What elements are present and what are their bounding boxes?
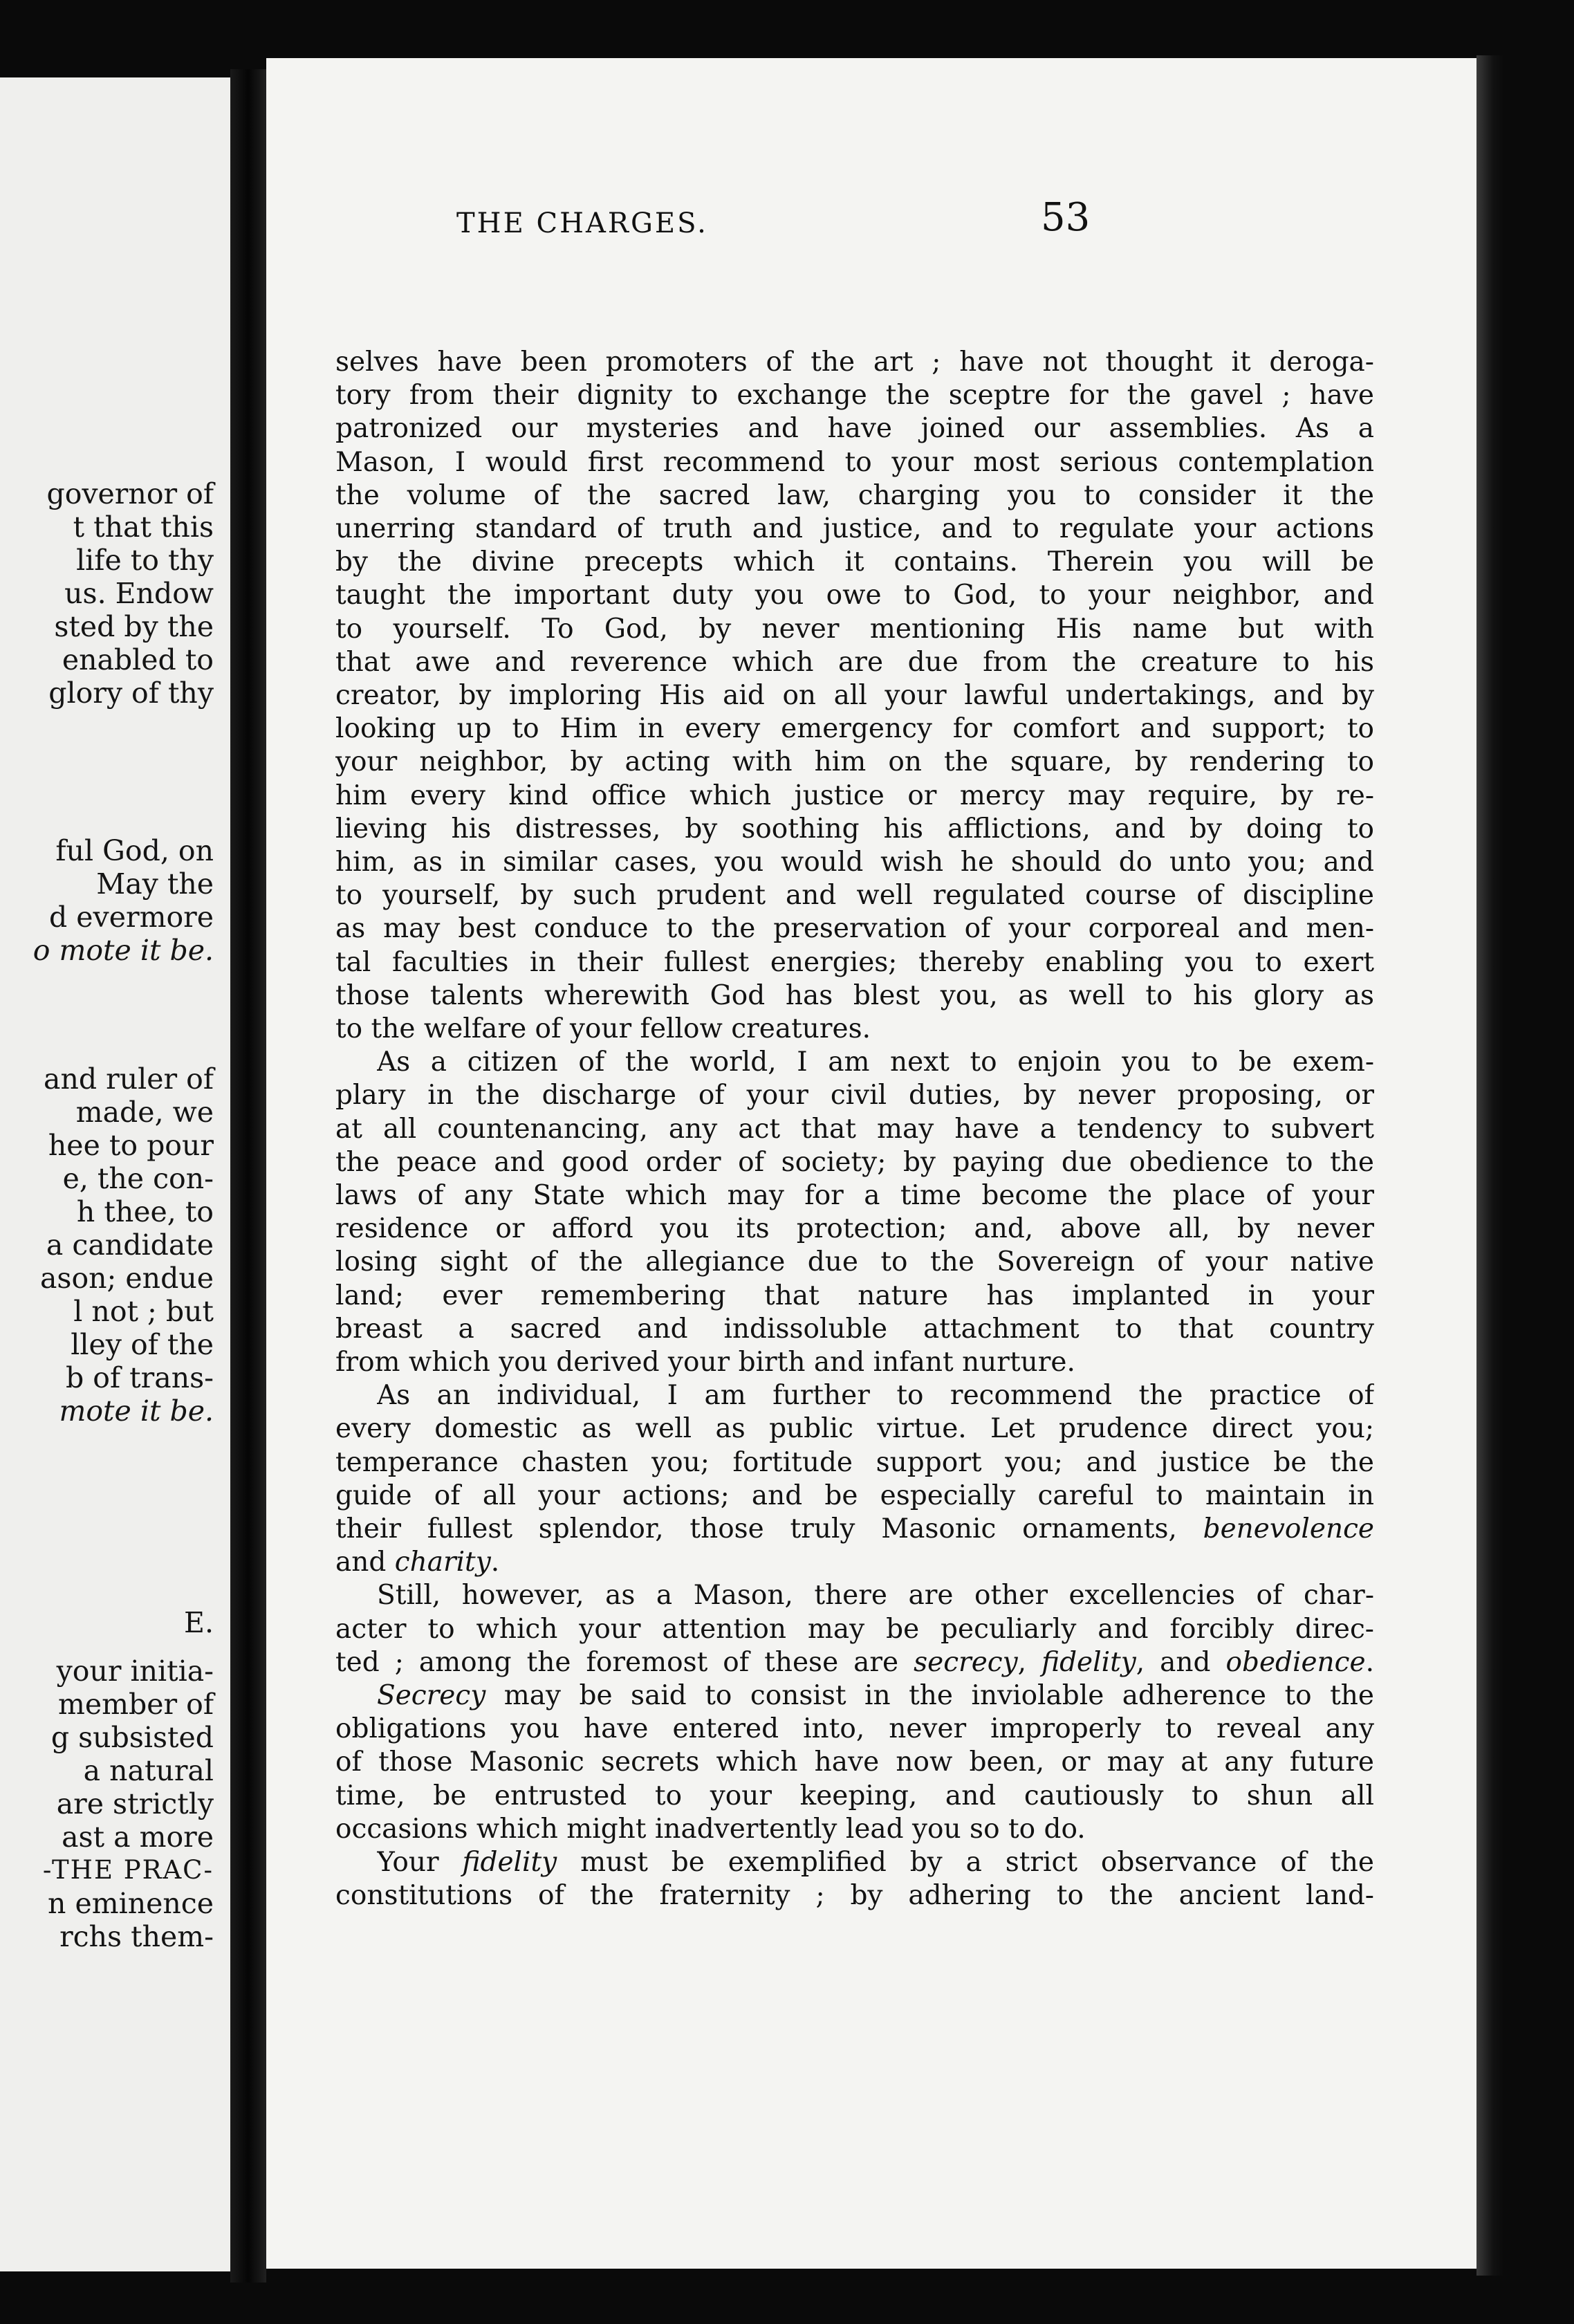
left-page-line: E. bbox=[184, 1606, 214, 1639]
left-page-line: mote it be. bbox=[59, 1394, 214, 1428]
italic-emphasis: charity bbox=[394, 1547, 491, 1578]
text-line bbox=[377, 1579, 1374, 1612]
text-line bbox=[335, 1246, 1374, 1279]
text-run: . bbox=[490, 1547, 500, 1578]
text-run: . bbox=[1365, 1646, 1374, 1678]
left-page-line: governor of bbox=[46, 477, 214, 510]
text-run: temperance chasten you; fortitude support you; and justice be the bbox=[335, 1446, 1374, 1478]
text-line bbox=[335, 1313, 1374, 1346]
left-page-line: e, the con- bbox=[62, 1162, 214, 1195]
text-run: of those Masonic secrets which have now been, or may at any future bbox=[335, 1746, 1374, 1778]
text-line bbox=[335, 679, 1374, 712]
text-line bbox=[335, 646, 1374, 679]
text-run: by the divine precepts which it contains. Therein you will be bbox=[335, 546, 1374, 578]
text-line bbox=[377, 1379, 1374, 1412]
text-run: as may best conduce to the preservation of your corporeal and men- bbox=[335, 913, 1374, 945]
text-run: selves have been promoters of the art ; have not thought it deroga- bbox=[335, 347, 1374, 378]
text-run: Mason, I would first recommend to your most serious contemplation bbox=[335, 446, 1374, 478]
left-page-line: ast a more bbox=[62, 1820, 214, 1854]
left-page-line: rchs them- bbox=[59, 1920, 214, 1953]
text-run: , and bbox=[1136, 1646, 1226, 1678]
text-line bbox=[335, 813, 1374, 846]
text-line bbox=[335, 1179, 1374, 1212]
text-run: your neighbor, by acting with him on the square, by rendering to bbox=[335, 746, 1374, 778]
text-run: must be exemplified by a strict observance of the bbox=[557, 1847, 1374, 1878]
text-line bbox=[335, 946, 1374, 979]
left-page-line: a candidate bbox=[46, 1228, 214, 1262]
text-line bbox=[335, 1412, 1374, 1446]
text-run: to yourself. To God, by never mentioning His name but with bbox=[335, 613, 1374, 645]
text-line bbox=[335, 780, 1374, 813]
text-line bbox=[335, 446, 1374, 479]
text-line bbox=[335, 1613, 1374, 1646]
text-run: looking up to Him in every emergency for comfort and support; to bbox=[335, 713, 1374, 745]
text-line bbox=[335, 712, 1374, 746]
left-page-line: and ruler of bbox=[44, 1062, 214, 1096]
text-line bbox=[335, 412, 1374, 445]
text-run: unerring standard of truth and justice, and to regulate your actions bbox=[335, 513, 1374, 544]
text-run: , bbox=[1017, 1646, 1042, 1678]
text-run: Still, however, as a Mason, there are other excellencies of char- bbox=[377, 1580, 1374, 1612]
italic-emphasis: secrecy bbox=[914, 1646, 1018, 1678]
text-line bbox=[335, 1113, 1374, 1146]
text-line bbox=[335, 1813, 1374, 1846]
text-line bbox=[335, 879, 1374, 912]
text-run: As an individual, I am further to recommend the practice of bbox=[377, 1380, 1374, 1412]
page-edge-shadow bbox=[1476, 55, 1504, 2276]
italic-emphasis: fidelity bbox=[1041, 1646, 1136, 1678]
text-run: those talents wherewith God has blest you, as well to his glory as bbox=[335, 979, 1374, 1011]
text-line bbox=[335, 546, 1374, 579]
left-page-line: o mote it be. bbox=[33, 934, 214, 967]
text-run: guide of all your actions; and be especially careful to maintain in bbox=[335, 1479, 1374, 1511]
text-line bbox=[335, 346, 1374, 379]
left-page-line: life to thy bbox=[76, 544, 214, 577]
text-line bbox=[335, 979, 1374, 1013]
text-run: the volume of the sacred law, charging you to consider it the bbox=[335, 479, 1374, 511]
left-page-line: hee to pour bbox=[48, 1129, 214, 1162]
text-line bbox=[335, 1646, 1374, 1679]
italic-emphasis: benevolence bbox=[1203, 1513, 1374, 1544]
text-line bbox=[335, 1446, 1374, 1479]
text-run: that awe and reverence which are due from the creature to his bbox=[335, 646, 1374, 678]
text-line bbox=[335, 1746, 1374, 1779]
left-page-line: d evermore bbox=[49, 901, 214, 934]
text-line bbox=[335, 1513, 1374, 1546]
text-line bbox=[335, 579, 1374, 612]
text-run: creator, by imploring His aid on all your lawful undertakings, and by bbox=[335, 680, 1374, 711]
text-run: As a citizen of the world, I am next to enjoin you to be exem- bbox=[377, 1046, 1374, 1078]
text-run: may be said to consist in the inviolable adherence to the bbox=[485, 1680, 1374, 1711]
text-line bbox=[335, 1879, 1374, 1912]
italic-emphasis: obedience bbox=[1225, 1646, 1366, 1678]
left-page-line: are strictly bbox=[56, 1787, 214, 1820]
text-line bbox=[335, 613, 1374, 646]
text-run: breast a sacred and indissoluble attachment to that country bbox=[335, 1313, 1374, 1345]
left-page-line: ful God, on bbox=[55, 834, 214, 867]
left-page-line: made, we bbox=[75, 1096, 214, 1129]
text-run: him every kind office which justice or mercy may require, by re- bbox=[335, 780, 1374, 811]
text-line bbox=[335, 1013, 1374, 1046]
text-run: to yourself, by such prudent and well regulated course of discipline bbox=[335, 880, 1374, 912]
text-line bbox=[335, 1546, 1374, 1579]
text-run: residence or afford you its protection; and, above all, by never bbox=[335, 1213, 1374, 1245]
left-page-line: ason; endue bbox=[39, 1262, 214, 1295]
text-run: ted ; among the foremost of these are bbox=[335, 1646, 914, 1678]
text-line bbox=[335, 1780, 1374, 1813]
italic-emphasis: fidelity bbox=[462, 1847, 557, 1878]
text-line bbox=[335, 912, 1374, 946]
text-run: tal faculties in their fullest energies; thereby enabling you to exert bbox=[335, 946, 1374, 978]
text-run: Your bbox=[377, 1847, 463, 1878]
left-page-line: enabled to bbox=[62, 643, 214, 676]
text-line bbox=[335, 379, 1374, 412]
text-line bbox=[377, 1679, 1374, 1713]
left-page-line: us. Endow bbox=[64, 577, 214, 610]
text-run: him, as in similar cases, you would wish he should do unto you; and bbox=[335, 847, 1374, 878]
left-page-line: a natural bbox=[83, 1754, 214, 1787]
text-line bbox=[335, 846, 1374, 879]
text-line bbox=[377, 1046, 1374, 1079]
running-head: THE CHARGES. bbox=[456, 208, 708, 239]
text-line bbox=[335, 1079, 1374, 1112]
text-line bbox=[335, 1346, 1374, 1379]
text-run: their fullest splendor, those truly Masonic ornaments, bbox=[335, 1513, 1203, 1544]
text-run: and bbox=[335, 1547, 395, 1578]
text-run: lieving his distresses, by soothing his afflictions, and by doing to bbox=[335, 813, 1374, 845]
text-run: laws of any State which may for a time become the place of your bbox=[335, 1180, 1374, 1211]
italic-emphasis: Secrecy bbox=[377, 1680, 486, 1711]
text-run: occasions which might inadvertently lead you so to do. bbox=[335, 1813, 1086, 1845]
text-run: land; ever remembering that nature has implanted in your bbox=[335, 1280, 1374, 1311]
text-line bbox=[335, 1713, 1374, 1746]
left-page-line: l not ; but bbox=[73, 1295, 214, 1328]
text-run: acter to which your attention may be peculiarly and forcibly direc- bbox=[335, 1613, 1374, 1645]
text-run: from which you derived your birth and infant nurture. bbox=[335, 1347, 1075, 1378]
text-line bbox=[377, 1846, 1374, 1879]
left-page-line: n eminence bbox=[48, 1887, 214, 1920]
text-run: time, be entrusted to your keeping, and cautiously to shun all bbox=[335, 1780, 1374, 1811]
left-page-line: g subsisted bbox=[50, 1721, 214, 1754]
text-run: patronized our mysteries and have joined our assemblies. As a bbox=[335, 413, 1374, 445]
book-gutter bbox=[230, 69, 266, 2282]
text-line bbox=[335, 1146, 1374, 1179]
left-page-line: member of bbox=[57, 1688, 214, 1721]
left-page-line: your initia- bbox=[56, 1654, 214, 1688]
text-run: the peace and good order of society; by paying due obedience to the bbox=[335, 1146, 1374, 1178]
text-line bbox=[335, 1212, 1374, 1246]
text-run: to the welfare of your fellow creatures. bbox=[335, 1013, 871, 1044]
text-line bbox=[335, 479, 1374, 513]
left-page-line: May the bbox=[96, 867, 214, 901]
text-run: plary in the discharge of your civil duties, by never proposing, or bbox=[335, 1080, 1374, 1112]
text-run: every domestic as well as public virtue. Let prudence direct you; bbox=[335, 1413, 1374, 1445]
text-line bbox=[335, 1280, 1374, 1313]
left-page-line: t that this bbox=[73, 510, 214, 544]
left-page-line: sted by the bbox=[54, 610, 214, 643]
left-page-line: glory of thy bbox=[48, 676, 214, 710]
text-run: obligations you have entered into, never improperly to reveal any bbox=[335, 1713, 1374, 1745]
left-page-line: lley of the bbox=[71, 1328, 214, 1361]
page-number: 53 bbox=[1041, 195, 1091, 240]
text-run: taught the important duty you owe to God, to your neighbor, and bbox=[335, 580, 1374, 611]
text-run: losing sight of the allegiance due to the Sovereign of your native bbox=[335, 1246, 1374, 1278]
left-page-line: b of trans- bbox=[66, 1361, 214, 1394]
text-line bbox=[335, 746, 1374, 779]
left-page-line: h thee, to bbox=[76, 1195, 214, 1228]
text-line bbox=[335, 513, 1374, 546]
previous-page-fragment bbox=[0, 77, 230, 2271]
text-run: at all countenancing, any act that may have a tendency to subvert bbox=[335, 1113, 1374, 1145]
text-run: tory from their dignity to exchange the sceptre for the gavel ; have bbox=[335, 380, 1374, 412]
text-run: constitutions of the fraternity ; by adhering to the ancient land- bbox=[335, 1880, 1374, 1912]
left-page-line: -THE PRAC- bbox=[42, 1855, 214, 1885]
text-line bbox=[335, 1479, 1374, 1513]
